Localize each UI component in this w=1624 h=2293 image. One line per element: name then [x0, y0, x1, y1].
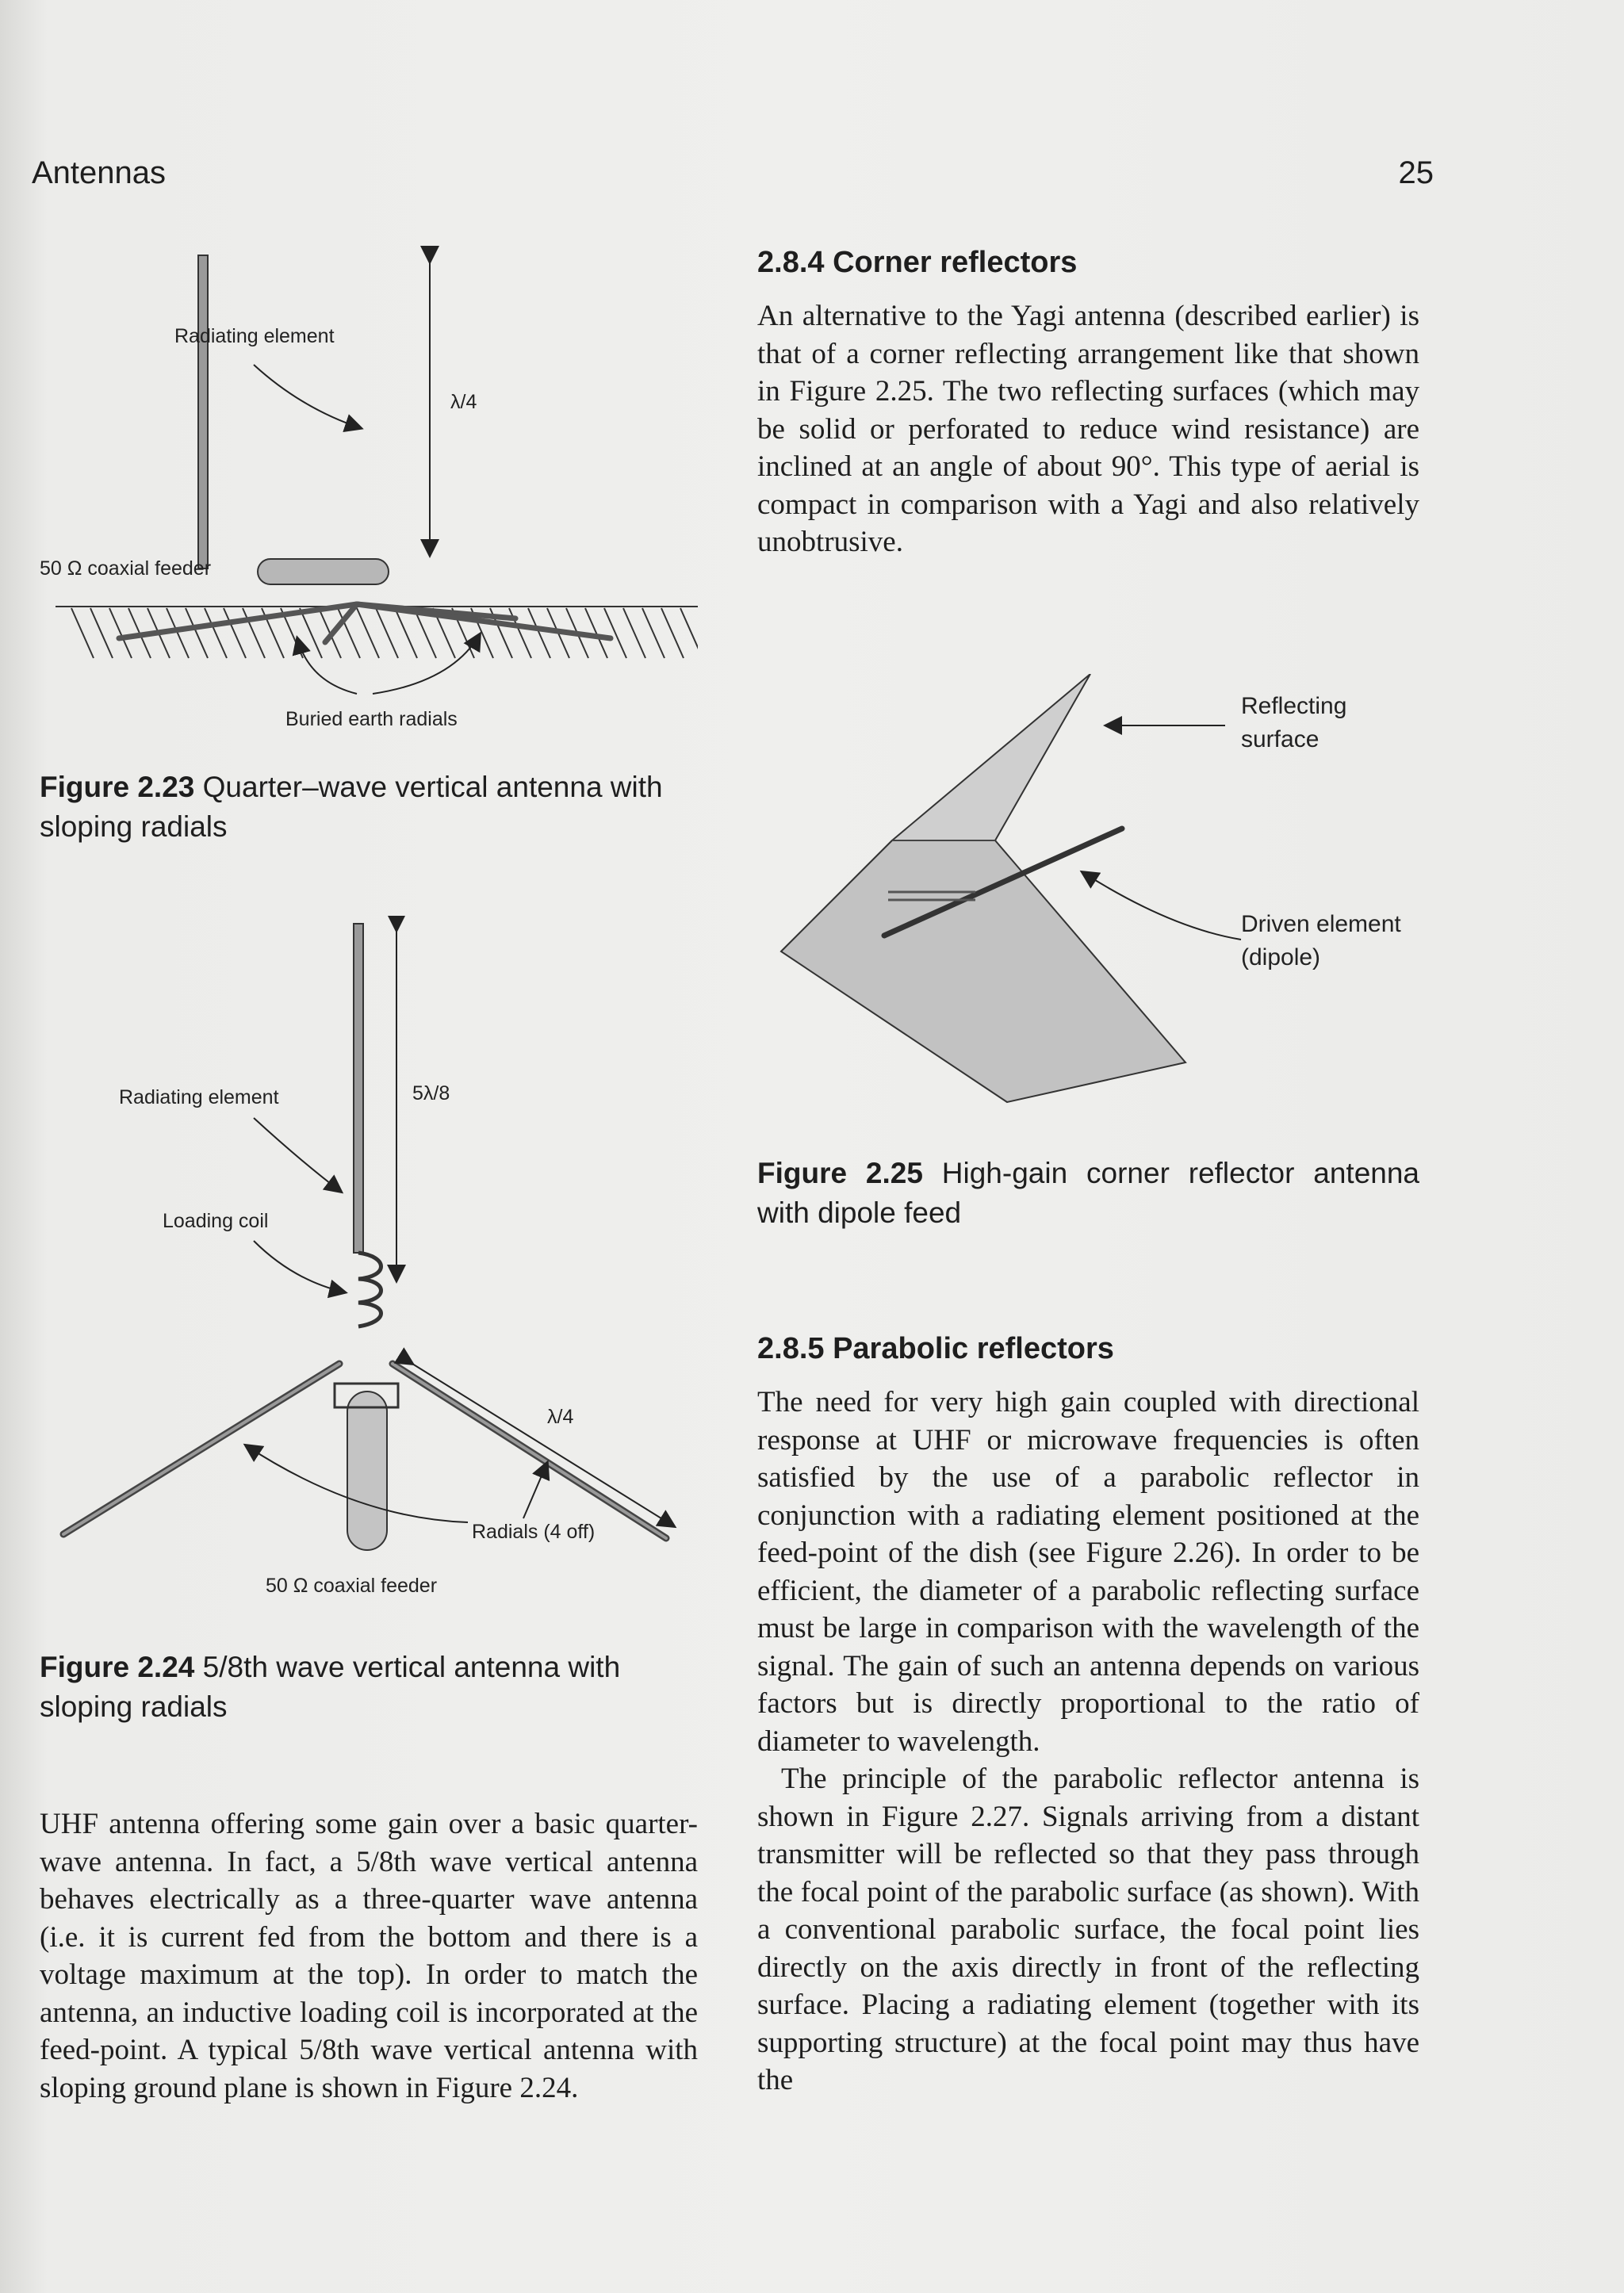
coax-feeder: [258, 559, 389, 584]
reflecting-surface-label-2: surface: [1241, 726, 1320, 752]
figure-2-24-number: Figure 2.24: [40, 1651, 195, 1683]
figure-2-24: [40, 916, 698, 1617]
figure-2-24-caption-text: 5/8th wave vertical antenna with sloping radials: [40, 1651, 621, 1723]
loading-coil: [358, 1253, 381, 1326]
buried-radials-label: Buried earth radials: [285, 708, 458, 729]
reflecting-surface-label-1: Reflecting: [1241, 693, 1347, 719]
coax-feeder-label: 50 Ω coaxial feeder: [40, 557, 212, 580]
quarter-wave-label: λ/4: [547, 1406, 574, 1428]
figure-2-23-caption: [40, 768, 698, 847]
section-2-8-5-body: [757, 1384, 1419, 2100]
radiating-element: [354, 924, 363, 1253]
radiating-element: [198, 255, 208, 568]
chapter-title: Antennas: [32, 155, 167, 190]
coax-feeder-label: 50 Ω coaxial feeder: [266, 1575, 438, 1597]
five-eighth-wave-antenna-diagram: [40, 916, 698, 1614]
quarter-wave-antenna-diagram: [40, 238, 698, 729]
left-column-text: [40, 1805, 698, 2107]
figure-2-24-caption: [40, 1648, 698, 1727]
section-2-8-4-body: [757, 297, 1419, 561]
five-eighth-wave-label: 5λ/8: [412, 1082, 450, 1104]
reflecting-surface-right: [781, 840, 1185, 1102]
figure-2-23-caption-text: Quarter–wave vertical antenna with sloping radials: [40, 771, 663, 843]
quarter-wave-label: λ/4: [450, 391, 477, 413]
figure-2-25-caption-text: High-gain corner reflector antenna with dipole feed: [757, 1157, 1420, 1229]
section-heading-parabolic-reflectors: 2.8.5 Parabolic reflectors: [757, 1332, 1114, 1365]
driven-element-label-2: (dipole): [1241, 944, 1321, 970]
paragraph: The principle of the parabolic reflector antenna is shown in Figure 2.27. Signals arriving from a distant transmitter will be reflected so that they pass through the focal point of the parabolic surface (as shown). With a conventional parabolic surface, the focal point lies directly on the axis directly in front of the reflecting surface. Placing a radiating element (together with its supporting structure) at the focal point may thus have the: [757, 1763, 1419, 2096]
driven-element-label-1: Driven element: [1241, 911, 1401, 937]
figure-2-25-caption: [757, 1154, 1419, 1233]
figure-2-23: [40, 238, 698, 733]
coax-feeder: [347, 1391, 387, 1550]
page-number: 25: [1398, 155, 1434, 190]
figure-2-25-number: Figure 2.25: [757, 1157, 923, 1189]
figure-2-25: [757, 674, 1419, 1130]
section-2-8-5: [757, 1332, 1419, 2100]
radiating-element-label: Radiating element: [119, 1086, 279, 1108]
left-paragraph: UHF antenna offering some gain over a basic quarter-wave antenna. In fact, a 5/8th wave vertical antenna behaves electrically as a three-quarter wave antenna (i.e. it is current fed from the bottom and there is a voltage maximum at the top). In order to match the antenna, an inductive loading coil is incorporated at the feed-point. A typical 5/8th wave vertical antenna with sloping ground plane is shown in Figure 2.24.: [40, 1808, 698, 2104]
section-heading-corner-reflectors: 2.8.4 Corner reflectors: [757, 246, 1078, 279]
paragraph: The need for very high gain coupled with directional response at UHF or microwave frequencies is often satisfied by the use of a parabolic reflector in conjunction with a radiating element positioned at the feed-point of the dish (see Figure 2.26). In order to be efficient, the diameter of a parabolic reflecting surface must be large in comparison with the wavelength of the signal. The gain of such an antenna depends on various factors but is directly proportional to the ratio of diameter to wavelength.: [757, 1386, 1419, 1758]
corner-reflector-diagram: [757, 674, 1419, 1126]
paragraph: An alternative to the Yagi antenna (described earlier) is that of a corner reflecting arrangement like that shown in Figure 2.25. The two reflecting surfaces (which may be solid or perforated to reduce wind resistance) are inclined at an angle of about 90°. This type of aerial is compact in comparison with a Yagi and also relatively unobtrusive.: [757, 300, 1419, 558]
radials-label: Radials (4 off): [472, 1521, 596, 1543]
section-2-8-4: [757, 246, 1419, 561]
radiating-element-label: Radiating element: [174, 325, 335, 347]
figure-2-23-number: Figure 2.23: [40, 771, 195, 803]
loading-coil-label: Loading coil: [163, 1210, 269, 1232]
